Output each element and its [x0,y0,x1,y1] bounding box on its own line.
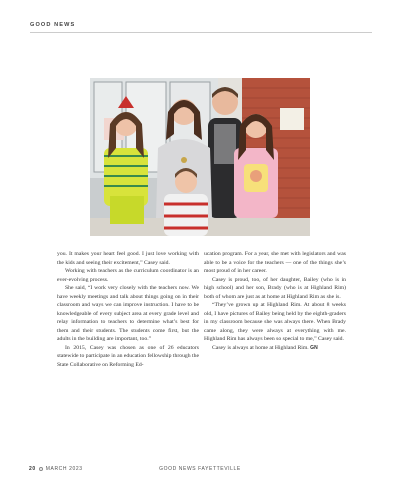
publication-name: GOOD NEWS FAYETTEVILLE [159,466,241,472]
paragraph: “They’ve grown up at Highland Rim. At about 8 weeks old, I have pictures of Bailey being held by the eighth-graders in my classroom because she was always there. When Brady came along, they were always at everything with me. Highland Rim has always been so special to me,” Casey said. [204,302,346,342]
paragraph-last [204,344,346,353]
paragraph: Casey is proud, too, of her daughter, Bailey (who is in high school) and her son, Brady (who is at Highland Rim) both of whom are just as at home at Highland Rim as she is. [204,276,346,300]
family-photo-illustration [90,78,310,236]
header-divider [30,32,372,33]
issue-date: MARCH 2023 [45,466,83,472]
paragraph: In 2015, Casey was chosen as one of 26 educators statewide to participate in an education fellowship through the State Collaborative on Reforming Ed- [57,344,199,368]
signoff-mark: GN [310,344,318,351]
article-column-right [204,250,346,352]
article-column-left [57,250,199,369]
family-photo [90,78,310,236]
paragraph: ucation program. For a year, she met with legislators and was able to be a voice for the teachers — one of the things she’s most proud of in her career. [204,251,346,274]
paragraph: Working with teachers as the curriculum coordinator is an ever-evolving process. [57,268,199,283]
paragraph: She said, “I work very closely with the teachers now. We have weekly meetings and talk about things going on in their classroom and ways we can improve instruction. I have to be knowledgeable of every subject area at every grade level and relay information to teachers to determine what’s best for them and their students. The students come first, but the adults in the building are important, too.” [57,285,199,342]
paragraph-text: Casey is always at home at Highland Rim. [212,344,309,351]
section-header: GOOD NEWS [30,22,76,28]
page-number: 20 [29,466,36,472]
paragraph: you. It makes your heart feel good. I just love working with the kids and seeing their excitement,” Casey said. [57,251,199,266]
